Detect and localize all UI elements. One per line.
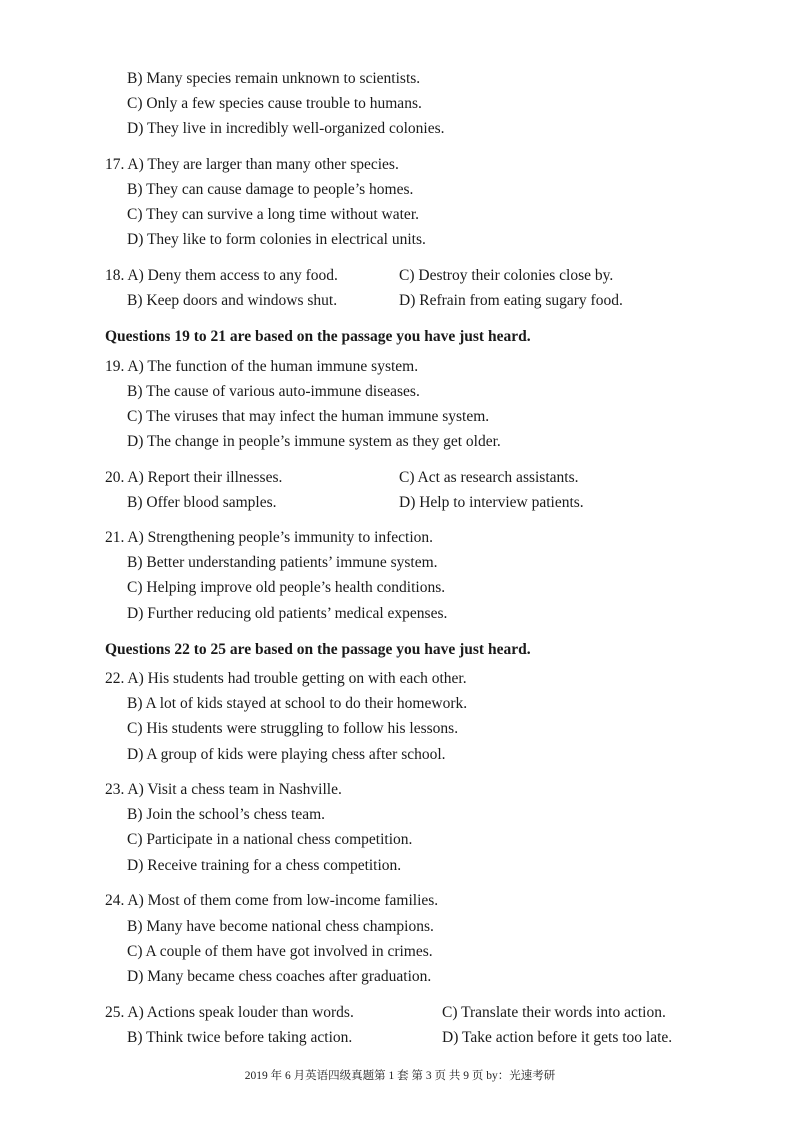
q22-option-b: B) A lot of kids stayed at school to do their homework. [127,695,468,712]
q18-option-d: D) Refrain from eating sugary food. [399,292,623,309]
q17-option-b: B) They can cause damage to people’s homes. [127,181,414,198]
q25-option-d: D) Take action before it gets too late. [442,1029,673,1046]
q23-option-d: D) Receive training for a chess competition. [127,857,402,874]
section-heading-22-25: Questions 22 to 25 are based on the passage you have just heard. [105,641,531,658]
q20-option-b: B) Offer blood samples. [127,494,277,511]
q21-option-c: C) Helping improve old people’s health conditions. [127,579,446,596]
q21-option-b: B) Better understanding patients’ immune system. [127,554,438,571]
q25-option-a: 25. A) Actions speak louder than words. [105,1004,354,1021]
q23-option-a: 23. A) Visit a chess team in Nashville. [105,781,342,798]
q17-option-d: D) They like to form colonies in electrical units. [127,231,426,248]
section-heading-19-21: Questions 19 to 21 are based on the passage you have just heard. [105,328,531,345]
q25-option-b: B) Think twice before taking action. [127,1029,353,1046]
page-footer: 2019 年 6 月英语四级真题第 1 套 第 3 页 共 9 页 by：光速考研 [244,1070,556,1082]
q24-option-b: B) Many have become national chess champions. [127,918,434,935]
q16-option-b: B) Many species remain unknown to scientists. [127,70,421,87]
q24-option-d: D) Many became chess coaches after graduation. [127,968,432,985]
q16-option-c: C) Only a few species cause trouble to humans. [127,95,422,112]
q24-option-c: C) A couple of them have got involved in crimes. [127,943,433,960]
q20-option-d: D) Help to interview patients. [399,494,584,511]
q17-option-c: C) They can survive a long time without water. [127,206,419,223]
q19-option-c: C) The viruses that may infect the human immune system. [127,408,490,425]
q23-option-b: B) Join the school’s chess team. [127,806,326,823]
q20-option-c: C) Act as research assistants. [399,469,579,486]
q18-option-a: 18. A) Deny them access to any food. [105,267,338,284]
q17-option-a: 17. A) They are larger than many other species. [105,156,399,173]
q22-option-d: D) A group of kids were playing chess after school. [127,746,446,763]
q21-option-a: 21. A) Strengthening people’s immunity to infection. [105,529,434,546]
q25-option-c: C) Translate their words into action. [442,1004,666,1021]
q21-option-d: D) Further reducing old patients’ medical expenses. [127,605,448,622]
q18-option-c: C) Destroy their colonies close by. [399,267,614,284]
q19-option-d: D) The change in people’s immune system as they get older. [127,433,501,450]
q22-option-c: C) His students were struggling to follow his lessons. [127,720,459,737]
q18-option-b: B) Keep doors and windows shut. [127,292,338,309]
q16-option-d: D) They live in incredibly well-organized colonies. [127,120,445,137]
q19-option-a: 19. A) The function of the human immune system. [105,358,419,375]
q20-option-a: 20. A) Report their illnesses. [105,469,283,486]
q19-option-b: B) The cause of various auto-immune diseases. [127,383,420,400]
q24-option-a: 24. A) Most of them come from low-income families. [105,892,439,909]
q23-option-c: C) Participate in a national chess competition. [127,831,413,848]
q22-option-a: 22. A) His students had trouble getting on with each other. [105,670,467,687]
